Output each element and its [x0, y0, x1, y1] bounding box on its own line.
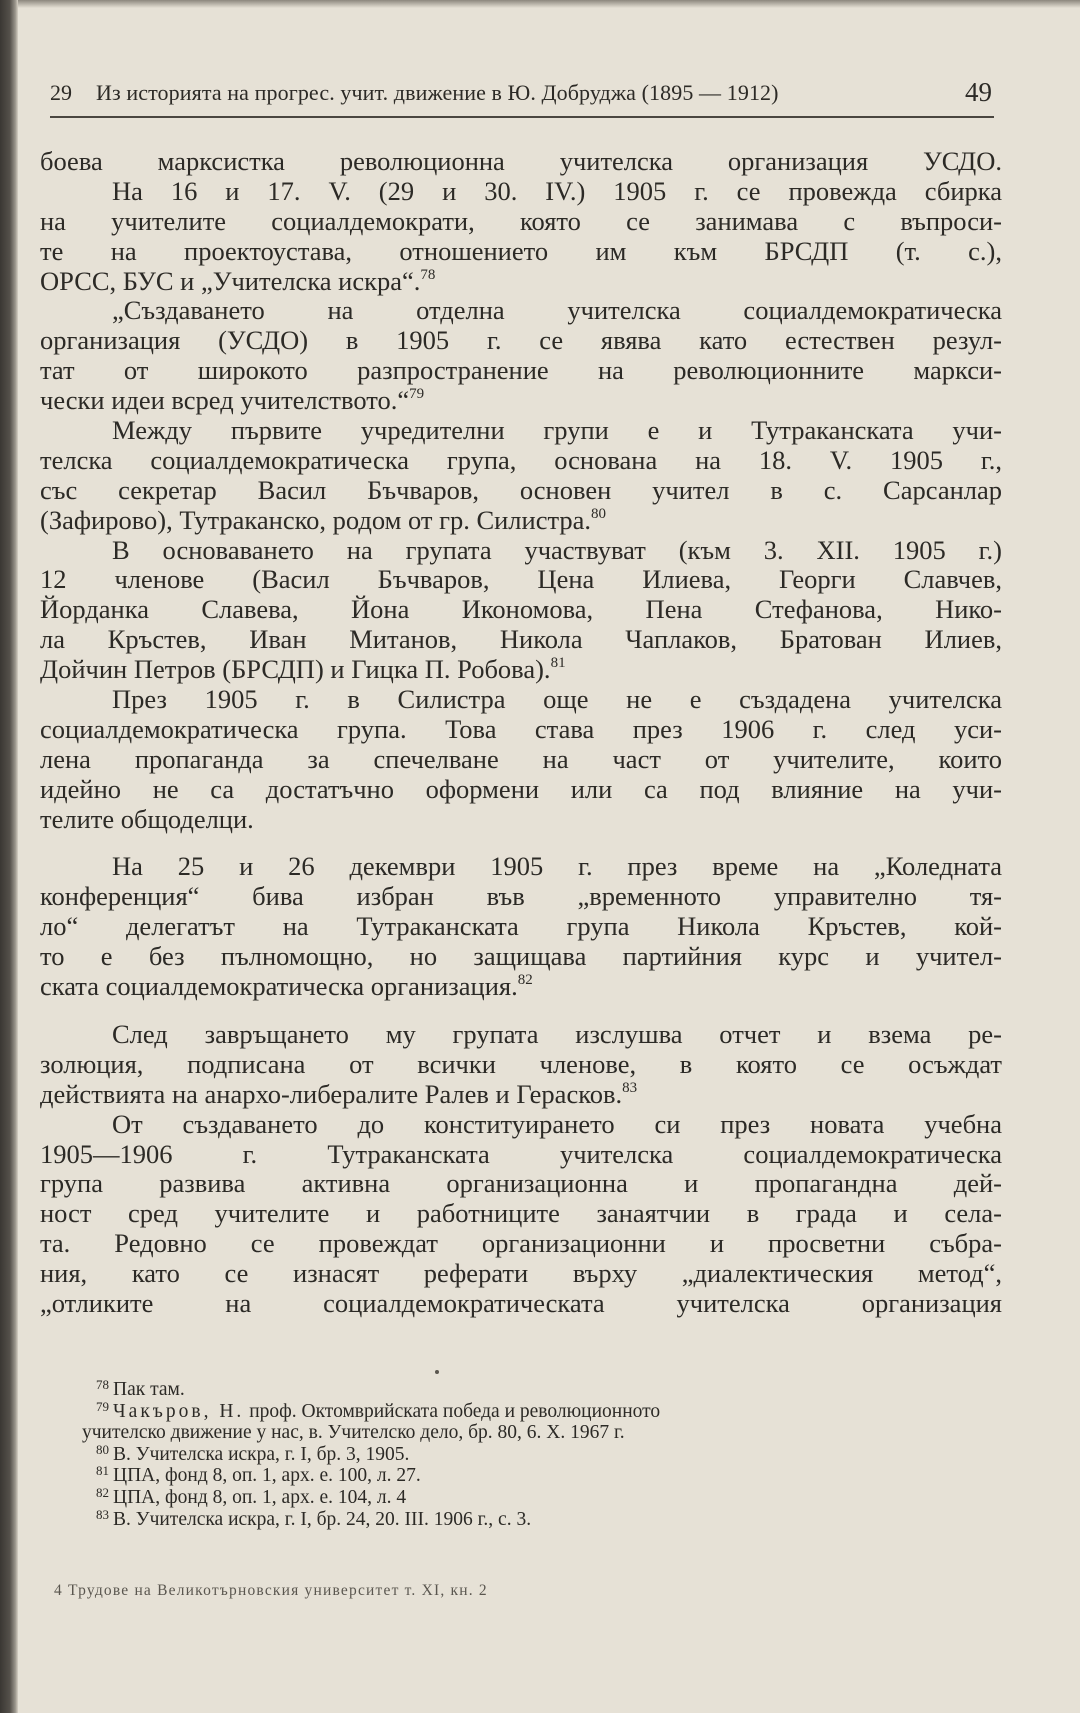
text-line — [40, 506, 1002, 536]
text-line: телите общоделци. — [40, 803, 254, 834]
text-line: През 1905 г. в Силистра още не е създадена учителска — [112, 684, 1002, 715]
text-line: та. Редовно се провеждат организационни и просветни събра- — [40, 1228, 1002, 1259]
footnote — [96, 1398, 1016, 1423]
running-head-number: 29 — [50, 80, 72, 105]
printer-signature: 4 Трудове на Великотърновския университет т. XI, кн. 2 — [54, 1582, 488, 1599]
text-line: Йорданка Славева, Йона Икономова, Пена Стефанова, Нико- — [40, 594, 1002, 625]
text-line: те на проектоустава, отношението им към БРСДП (т. с.), — [40, 235, 1002, 266]
text-line: 12 членове (Васил Бъчваров, Цена Илиева, Георги Славчев, — [40, 564, 1002, 595]
footnote-ref: 78 — [420, 266, 436, 283]
footnote-number: 82 — [96, 1484, 109, 1500]
footnote — [96, 1506, 1016, 1531]
text-line: золюция, подписана от всички членове, в която се осъждат — [40, 1048, 1002, 1079]
footnote-number: 78 — [96, 1377, 109, 1392]
text-line: със секретар Васил Бъчваров, основен учител в с. Сарсанлар — [40, 474, 1002, 505]
footnote-ref: 82 — [517, 972, 533, 989]
text-line: ност сред учителите и работниците занаятчии в града и села- — [40, 1198, 1002, 1229]
text-line — [40, 972, 1002, 1002]
page-top-shadow — [18, 0, 1080, 8]
text-line-content: действията на анархо-либералите Ралев и Герасков. — [40, 1078, 623, 1109]
text-line: На 16 и 17. V. (29 и 30. IV.) 1905 г. се провежда сбирка — [112, 175, 1002, 206]
text-line-content: (Зафирово), Тутраканско, родом от гр. Силистра. — [40, 504, 592, 535]
text-line: В основаването на групата участвуват (към 3. XII. 1905 г.) — [112, 534, 1002, 565]
text-line: тат от широкото разпространение на революционните маркси- — [40, 355, 1002, 386]
header-rule — [50, 116, 994, 118]
page-number: 49 — [965, 77, 992, 107]
text-line: социалдемократическа група. Това става през 1906 г. след уси- — [40, 713, 1002, 744]
footnote-text: В. Учителска искра, г. I, бр. 3, 1905. — [113, 1443, 410, 1465]
text-line: На 25 и 26 декември 1905 г. през време на „Коледната — [112, 851, 1002, 882]
text-line: „отликите на социалдемократическата учителска организация — [40, 1287, 1002, 1318]
footnote-number: 79 — [96, 1398, 109, 1414]
text-line: идейно не са достатъчно оформени или са под влияние на учи- — [40, 773, 1002, 804]
text-line: ния, като се изнасят реферати върху „диалектическия метод“, — [40, 1258, 1002, 1289]
footnote — [96, 1465, 1016, 1487]
text-line — [40, 267, 1002, 297]
footnote-number: 81 — [96, 1463, 109, 1479]
footnote-text: Пак там. — [113, 1379, 185, 1400]
footnote-ref: 83 — [622, 1079, 638, 1096]
text-line-content: ОРСС, БУС и „Учителска искра“. — [40, 265, 421, 296]
text-line: ло“ делегатът на Тутраканската група Никола Кръстев, кой- — [40, 911, 1002, 942]
text-line — [40, 655, 1002, 685]
footnote-number: 83 — [96, 1506, 109, 1522]
text-line — [40, 1080, 1002, 1110]
text-line-content: ската социалдемократическа организация. — [40, 971, 518, 1002]
footnote-separator-mark — [435, 1370, 439, 1374]
running-head-title: Из историята на прогрес. учит. движение в Ю. Добруджа (1895 — 1912) — [96, 80, 779, 105]
text-line: 1905—1906 г. Тутраканската учителска социалдемократическа — [40, 1138, 1002, 1169]
page-binding-shadow — [0, 0, 18, 1713]
footnote-number: 80 — [96, 1441, 109, 1457]
footnote-text: ЦПА, фонд 8, оп. 1, арх. е. 100, л. 27. — [113, 1465, 421, 1487]
text-line: След завръщането му групата изслушва отчет и взема ре- — [112, 1018, 1002, 1049]
footnote-text: ЦПА, фонд 8, оп. 1, арх. е. 104, л. 4 — [113, 1486, 407, 1508]
footnote — [96, 1484, 1016, 1509]
text-line-content: Дойчин Петров (БРСДП) и Гицка П. Робова). — [40, 654, 551, 685]
running-head — [50, 78, 994, 114]
footnote-text: В. Учителска искра, г. I, бр. 24, 20. III. 1906 г., с. 3. — [113, 1508, 532, 1530]
text-line: то е без пълномощно, но защищава партийния курс и учител- — [40, 941, 1002, 972]
footnote-ref: 79 — [409, 386, 425, 403]
text-line: конференция“ бива избран във „временното управително тя- — [40, 881, 1002, 912]
text-line: ла Кръстев, Иван Митанов, Никола Чаплаков, Братован Илиев, — [40, 624, 1002, 655]
text-line — [40, 386, 1002, 416]
text-line: телска социалдемократическа група, основана на 18. V. 1905 г., — [40, 444, 1002, 475]
footnotes — [82, 1377, 1016, 1530]
text-line: Между първите учредителни групи е и Тутраканската учи- — [112, 415, 1002, 446]
footnote — [96, 1441, 1016, 1466]
text-line: на учителите социалдемократи, която се занимава с въпроси- — [40, 205, 1002, 236]
footnote-author: Чакъров, Н. — [113, 1400, 245, 1422]
text-line: От създаването до конституирането си през новата учебна — [112, 1108, 1002, 1139]
main-text — [40, 147, 1002, 1319]
footnote-text: проф. Октомврийската победа и революционното — [249, 1400, 661, 1422]
text-line: боева марксистка революционна учителска организация УСДО. — [40, 146, 1002, 176]
text-line: група развива активна организационна и пропагандна дей- — [40, 1168, 1002, 1199]
footnote — [96, 1379, 1016, 1401]
text-line-content: чески идеи всред учителството.“ — [40, 385, 410, 416]
text-line: „Създаването на отделна учителска социалдемократическа — [112, 295, 1002, 326]
text-line: организация (УСДО) в 1905 г. се явява като естествен резул- — [40, 325, 1002, 356]
footnote-continuation: учителско движение у нас, в. Учителско дело, бр. 80, 6. X. 1967 г. — [82, 1422, 625, 1444]
text-line: лена пропаганда за спечелване на част от учителите, които — [40, 743, 1002, 774]
footnote-ref: 80 — [591, 505, 607, 522]
footnote-ref: 81 — [550, 655, 566, 672]
